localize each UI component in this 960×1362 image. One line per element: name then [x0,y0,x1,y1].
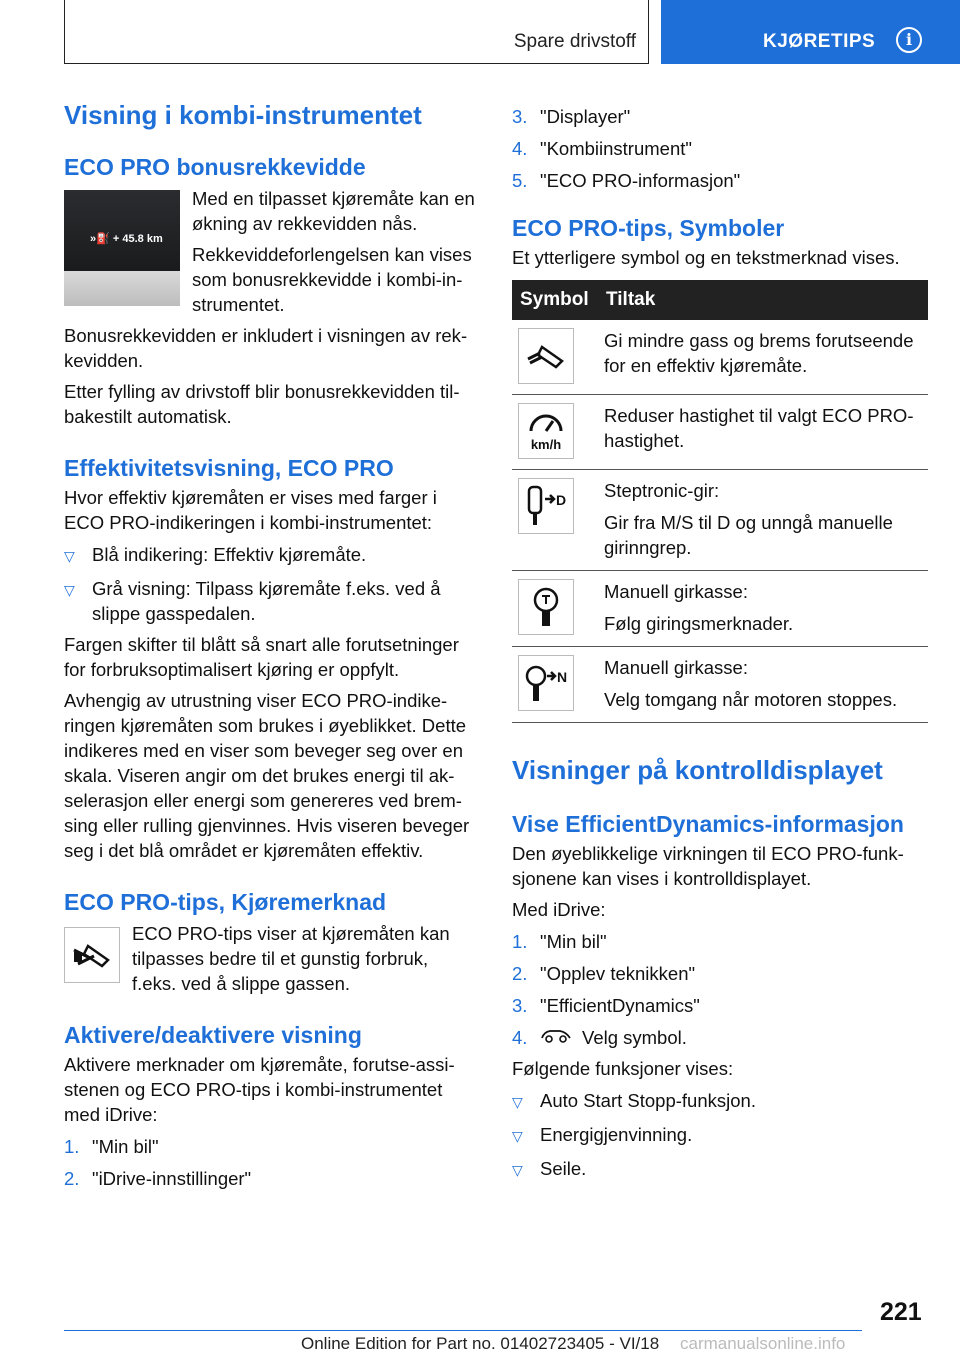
table-row [512,571,928,647]
ed-bullets [512,1088,928,1183]
bonus-paragraph-3: Bonusrekkevidden er inkludert i visningen av rekkevidden. [64,325,468,371]
header-chapter-tab[interactable] [661,0,960,64]
list-item: 1. "Min bil" [64,1136,159,1157]
heading-efficientdynamics: Vise EfficientDynamics-informasjon [512,811,904,837]
heading-main: Visning i kombi-instrumentet [64,100,422,130]
bonus-image-row [64,186,480,317]
heading-tips: ECO PRO-tips, Kjøremerknad [64,889,387,915]
ed-steps [512,929,928,1050]
list-item: 5. "ECO PRO-informasjon" [512,170,741,191]
gear-knob-n-icon [518,655,574,711]
speedometer-kmh-icon [518,403,574,459]
bullet-triangle-icon: ▽ [512,1162,523,1178]
svg-text:N: N [556,669,568,685]
list-item: ▽ Blå indikering: Effektiv kjøremåte. [64,542,480,569]
table-row [512,470,928,571]
continued-steps [512,104,928,193]
list-item: 3. "Displayer" [512,106,631,127]
watermark: carmanualsonline.info [680,1334,846,1353]
table-row [512,647,928,723]
list-item: 2. "Opplev teknikken" [512,963,696,984]
efficiency-bullets [64,542,480,626]
footer-edition: Online Edition for Part no. 01402723405 - VI/18 [301,1334,660,1353]
efficiency-paragraph-1: Hvor effektiv kjøremåten er vises med farger i ECO PRO-indikeringen i kombi-instrumentet: [64,487,437,533]
ed-paragraph-2: Med iDrive: [512,899,606,920]
list-item: ▽ Energigjenvinning. [512,1122,928,1149]
heading-control-display: Visninger på kontrolldisplayet [512,755,883,785]
table-row [512,320,928,395]
heading-bonus: ECO PRO bonusrekkevidde [64,154,366,180]
list-item: 2. "iDrive-innstillinger" [64,1168,252,1189]
action-cell: Steptronic-gir: Gir fra M/S til D og unngå manuelle girinngrep. [598,470,928,571]
header-chapter-label: KJØRETIPS [763,31,876,52]
action-cell: Reduser hastighet til valgt ECO PRO-hastighet. [598,395,928,470]
tips-paragraph: ECO PRO-tips viser at kjøremåten kan tilpasses bedre til et gunstig forbruk, f.eks. ved å slippe gassen. [132,923,450,994]
symbols-paragraph: Et ytterligere symbol og en tekstmerknad vises. [512,247,900,268]
info-icon[interactable]: i [896,27,922,53]
bonus-paragraph-2: Rekkeviddeforlengelsen kan vises som bonusrekkevidde i kombi-instrumentet. [192,244,472,315]
symbols-table [512,280,928,723]
bullet-triangle-icon: ▽ [64,548,75,564]
column-action: Tiltak [598,280,928,320]
left-column [64,98,480,1191]
header-section-label: Spare drivstoff [513,31,636,52]
gear-lever-d-icon [518,478,574,534]
list-item: 1. "Min bil" [512,931,607,952]
bonus-paragraph-1: Med en tilpasset kjøremåte kan en økning av rekkevidden nås. [192,188,475,234]
bullet-triangle-icon: ▽ [512,1128,523,1144]
car-symbol-icon [540,1025,572,1050]
list-item: 4. "Kombiinstrument" [512,138,692,159]
right-column [512,104,928,1183]
column-symbol: Symbol [512,280,598,320]
foot-pedal-icon [64,927,120,983]
list-item: 4. Velg symbol. [512,1027,687,1048]
footer-divider [64,1330,862,1331]
svg-text:D: D [555,492,567,508]
action-cell: Manuell girkasse: Følg giringsmerknader. [598,571,928,647]
heading-activate: Aktivere/deaktivere visning [64,1022,362,1048]
tips-row [64,921,480,996]
fuel-pump-icon: »⛽ [90,233,113,245]
display-image [64,190,180,306]
heading-symbols: ECO PRO-tips, Symboler [512,215,785,241]
heading-efficiency: Effektivitetsvisning, ECO PRO [64,455,394,481]
gear-knob-icon [518,579,574,635]
svg-text:km/h: km/h [530,437,562,452]
action-cell: Manuell girkasse: Velg tomgang når motoren stoppes. [598,647,928,723]
list-item: ▽ Grå visning: Tilpass kjøremåte f.eks. ved å slippe gasspedalen. [64,578,441,624]
list-item: 3. "EfficientDynamics" [512,995,700,1016]
bullet-triangle-icon: ▽ [64,582,75,598]
bonus-paragraph-4: Etter fylling av drivstoff blir bonusrekkevidden tilbakestilt automatisk. [64,381,460,427]
action-cell: Gi mindre gass og brems forutseende for en effektiv kjøremåte. [598,320,928,395]
activate-paragraph: Aktivere merknader om kjøremåte, forutse-assistenen og ECO PRO-tips i kombi-instrumentet med iDrive: [64,1054,455,1125]
efficiency-paragraph-2: Fargen skifter til blått så snart alle forutsetninger for forbruksoptimalisert kjøring er oppfylt. [64,634,459,680]
ed-paragraph-3: Følgende funksjoner vises: [512,1058,734,1079]
list-item: ▽ Auto Start Stopp-funksjon. [512,1088,928,1115]
table-row [512,395,928,470]
activate-steps [64,1134,480,1191]
table-header [512,280,928,320]
ed-paragraph-1: Den øyeblikkelige virkningen til ECO PRO-funksjonene kan vises i kontrolldisplayet. [512,843,904,889]
foot-pedal-icon [518,328,574,384]
list-item: ▽ Seile. [512,1156,928,1183]
page-number: 221 [880,1298,922,1326]
bullet-triangle-icon: ▽ [512,1094,523,1110]
header-section-tab [64,0,649,64]
efficiency-paragraph-3: Avhengig av utrustning viser ECO PRO-indikeringen kjøremåten som brukes i øyeblikket. Dette indikeres med en viser som beveger seg over en skala. Viseren angir om det brukes energi til akselerasjon eller energi som genereres ved bremsing eller rulling gjenvinnes. Hvis viseren beveger seg i det blå området er kjøremåten effektiv. [64,690,470,861]
display-value: »⛽ + 45.8 km [90,233,163,245]
